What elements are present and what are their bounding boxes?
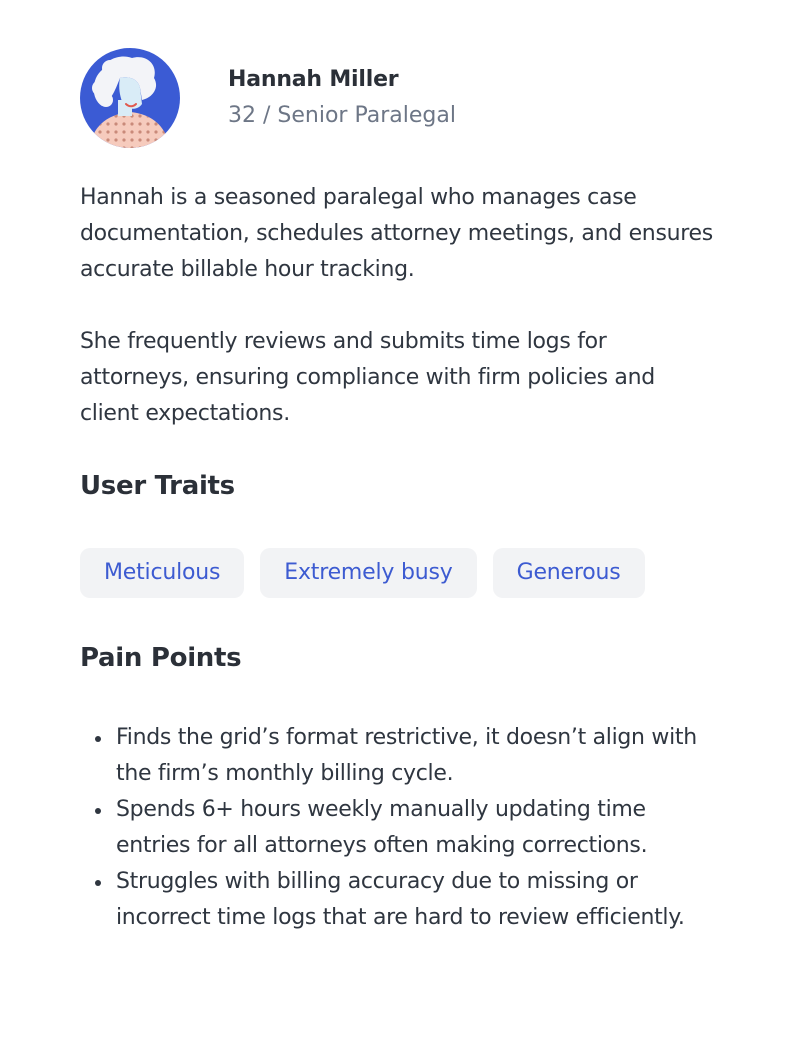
persona-name: Hannah Miller <box>228 67 399 92</box>
persona-header <box>80 48 720 148</box>
persona-bio <box>80 180 720 432</box>
list-item: Struggles with billing accuracy due to missing or incorrect time logs that are hard to review efficiently. <box>116 864 720 936</box>
trait-tag: Extremely busy <box>260 548 476 598</box>
traits-list <box>80 548 720 598</box>
persona-identity <box>228 48 456 130</box>
persona-card <box>80 48 720 936</box>
trait-tag: Generous <box>493 548 645 598</box>
traits-title: User Traits <box>80 471 235 501</box>
bio-paragraph-2: She frequently reviews and submits time logs for attorneys, ensuring compliance with firm policies and client expectations. <box>80 329 655 426</box>
woman-avatar-icon <box>80 48 180 148</box>
list-item: Spends 6+ hours weekly manually updating time entries for all attorneys often making corrections. <box>116 792 720 864</box>
trait-tag: Meticulous <box>80 548 244 598</box>
pain-points-list <box>80 720 720 936</box>
list-item: Finds the grid’s format restrictive, it doesn’t align with the firm’s monthly billing cycle. <box>116 720 720 792</box>
pain-points-title: Pain Points <box>80 643 242 673</box>
persona-role: 32 / Senior Paralegal <box>228 103 456 128</box>
bio-paragraph-1: Hannah is a seasoned paralegal who manages case documentation, schedules attorney meetings, and ensures accurate billable hour tracking. <box>80 185 713 282</box>
